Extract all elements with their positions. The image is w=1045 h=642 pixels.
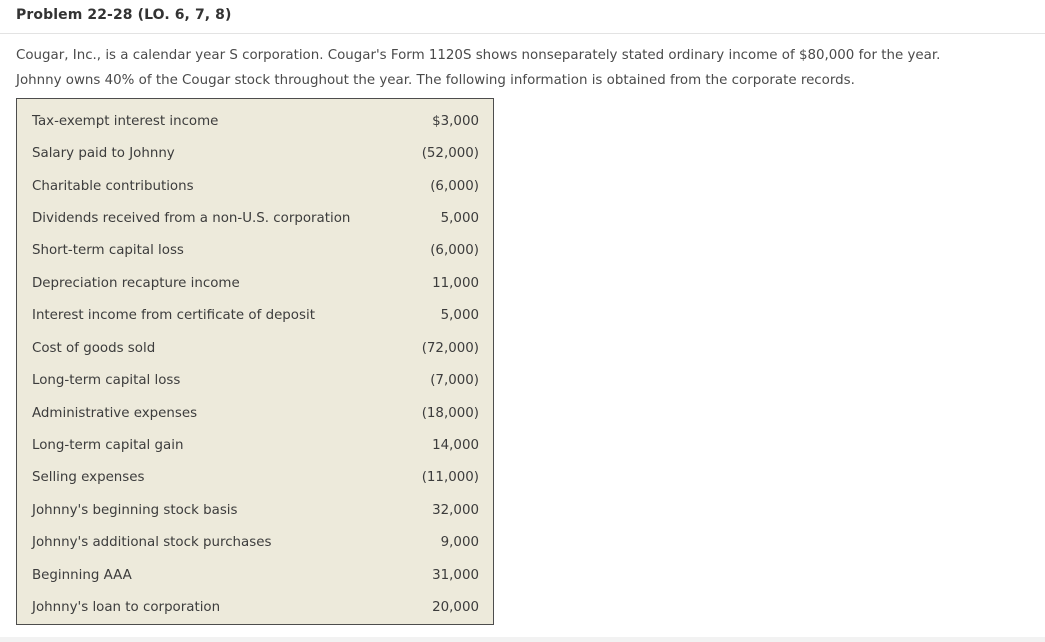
record-label: Charitable contributions (32, 178, 194, 194)
table-row (17, 235, 494, 267)
record-value: (72,000) (421, 340, 479, 356)
bottom-band (0, 637, 1045, 642)
record-label: Short-term capital loss (32, 243, 184, 259)
record-value: $3,000 (432, 113, 479, 129)
record-label: Johnny's additional stock purchases (32, 535, 272, 551)
record-value: (7,000) (430, 373, 479, 389)
record-label: Johnny's beginning stock basis (32, 502, 238, 518)
record-value: 11,000 (432, 275, 479, 291)
table-row (17, 267, 494, 299)
table-row (17, 559, 494, 591)
table-row (17, 364, 494, 396)
table-row (17, 429, 494, 461)
table-row (17, 494, 494, 526)
record-value: (18,000) (421, 405, 479, 421)
record-label: Interest income from certificate of deposit (32, 308, 315, 324)
record-value: 32,000 (432, 502, 479, 518)
record-value: 5,000 (440, 308, 479, 324)
table-row (17, 397, 494, 429)
record-label: Depreciation recapture income (32, 275, 240, 291)
record-label: Dividends received from a non-U.S. corporation (32, 210, 351, 226)
intro-line-2: Johnny owns 40% of the Cougar stock throughout the year. The following information is obtained from the corporate records. (16, 73, 855, 88)
record-value: (11,000) (421, 470, 479, 486)
corporate-records-table (16, 98, 494, 625)
record-value: (6,000) (430, 178, 479, 194)
table-row (17, 591, 494, 624)
record-value: 20,000 (432, 600, 479, 616)
record-label: Johnny's loan to corporation (32, 600, 221, 616)
records-body (17, 99, 494, 625)
record-label: Long-term capital loss (32, 373, 181, 389)
intro-line-1: Cougar, Inc., is a calendar year S corporation. Cougar's Form 1120S shows nonseparately stated ordinary income of $80,000 for the year. (16, 48, 941, 63)
record-value: (52,000) (421, 146, 479, 162)
record-label: Administrative expenses (32, 405, 198, 421)
record-label: Cost of goods sold (32, 340, 156, 356)
table-row (17, 332, 494, 364)
record-label: Long-term capital gain (32, 437, 184, 453)
table-row (17, 99, 494, 138)
record-value: 14,000 (432, 437, 479, 453)
record-label: Tax-exempt interest income (32, 113, 219, 129)
record-value: (6,000) (430, 243, 479, 259)
problem-title: Problem 22-28 (LO. 6, 7, 8) (16, 7, 232, 23)
table-row (17, 527, 494, 559)
table-row (17, 137, 494, 169)
record-value: 5,000 (440, 210, 479, 226)
record-label: Salary paid to Johnny (32, 146, 175, 162)
table-row (17, 202, 494, 234)
record-label: Selling expenses (32, 470, 145, 486)
title-divider (0, 33, 1045, 34)
record-label: Beginning AAA (32, 567, 132, 583)
record-value: 9,000 (440, 535, 479, 551)
problem-intro (16, 43, 1036, 93)
record-value: 31,000 (432, 567, 479, 583)
table-row (17, 170, 494, 202)
table-row (17, 300, 494, 332)
table-row (17, 462, 494, 494)
